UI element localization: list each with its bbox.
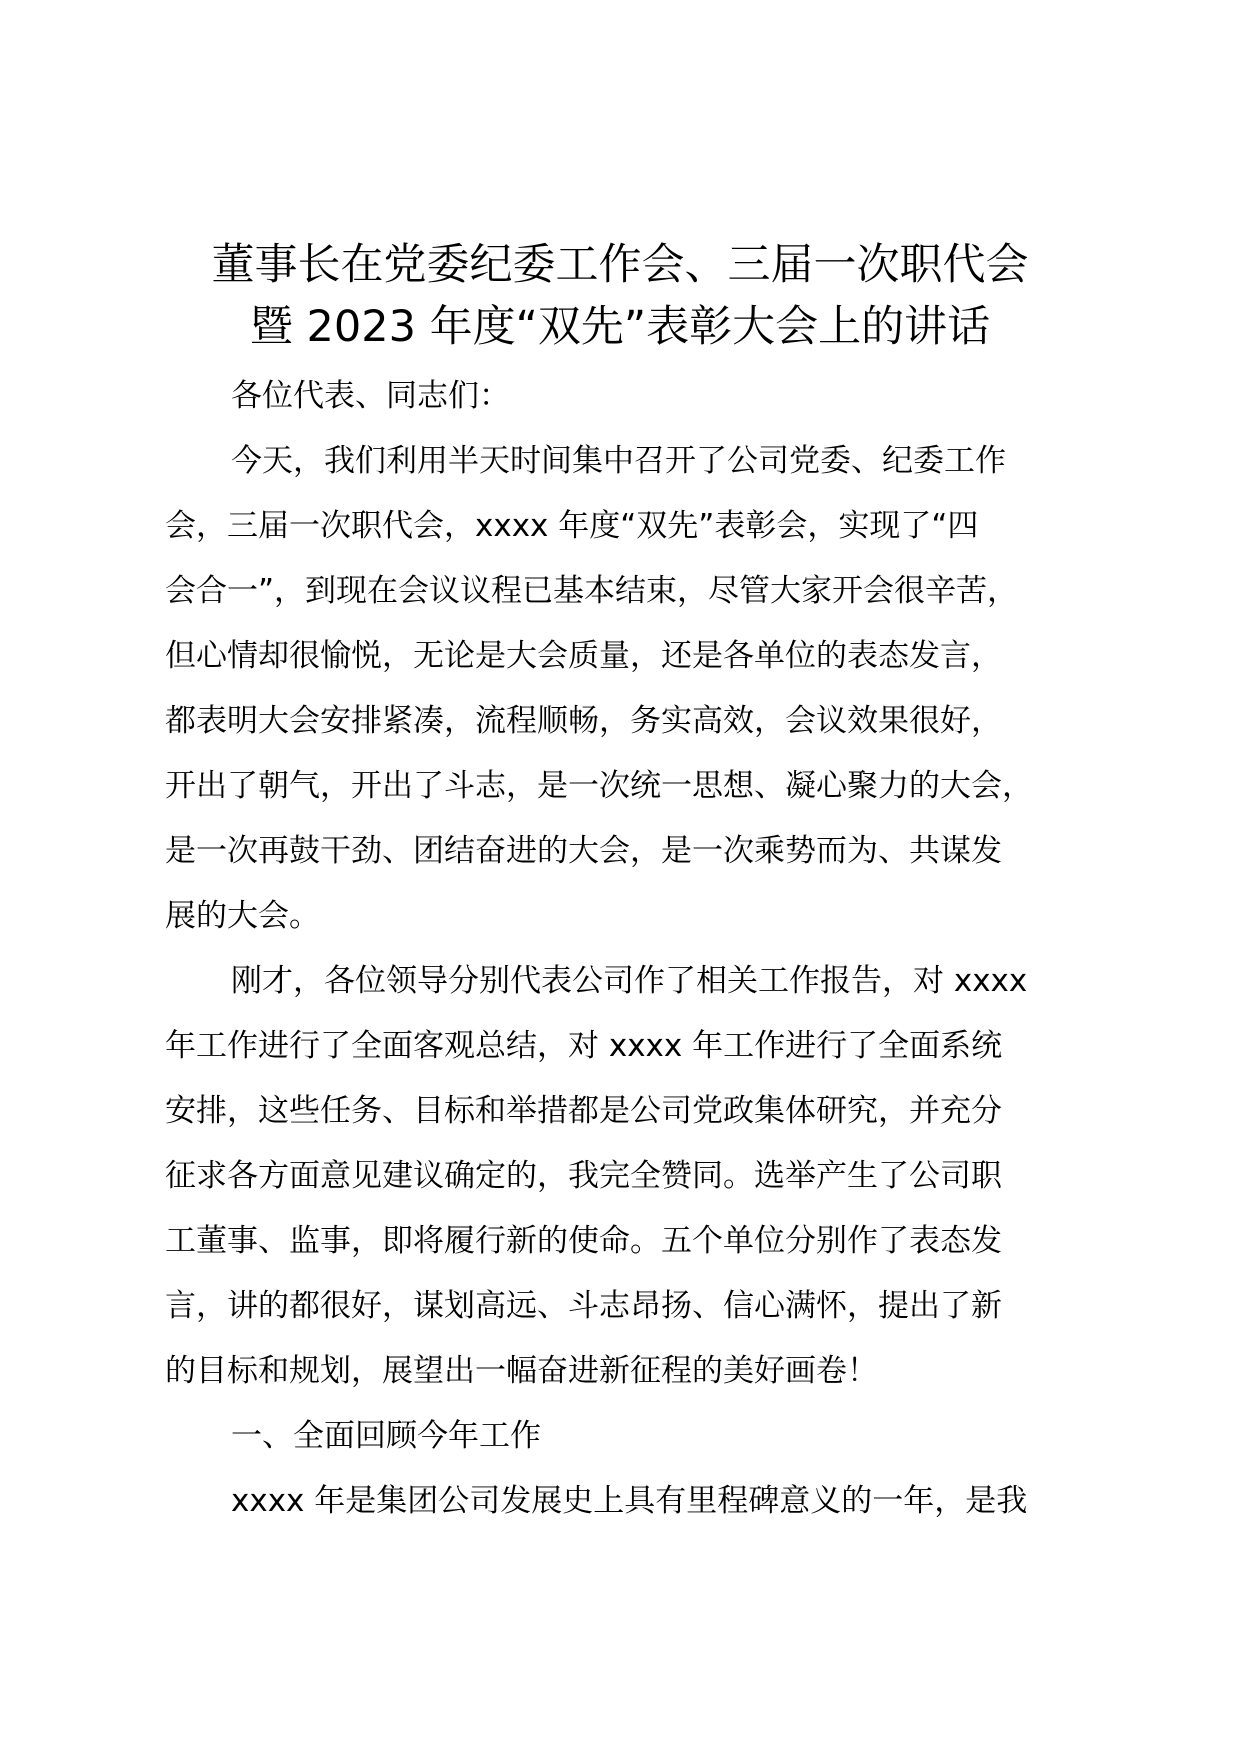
paragraph-line: 会，三届一次职代会，xxxx 年度“双先”表彰会，实现了“四	[165, 508, 979, 544]
paragraph-line: 工董事、监事，即将履行新的使命。五个单位分别作了表态发	[165, 1223, 1002, 1259]
document-title	[150, 234, 1090, 358]
title-line-2: 暨 2023 年度“双先”表彰大会上的讲话	[249, 302, 991, 352]
paragraph-line: 但心情却很愉悦，无论是大会质量，还是各单位的表态发言，	[165, 638, 1002, 674]
paragraph-line: xxxx 年是集团公司发展史上具有里程碑意义的一年，是我	[231, 1483, 1028, 1519]
section-heading: 一、全面回顾今年工作	[231, 1418, 541, 1454]
paragraph-line: 今天，我们利用半天时间集中召开了公司党委、纪委工作	[231, 443, 1006, 479]
paragraph-line: 刚才，各位领导分别代表公司作了相关工作报告，对 xxxx	[231, 963, 1028, 999]
paragraph-line: 征求各方面意见建议确定的，我完全赞同。选举产生了公司职	[165, 1158, 1002, 1194]
title-line-1: 董事长在党委纪委工作会、三届一次职代会	[211, 240, 1029, 290]
paragraph-line: 都表明大会安排紧凑，流程顺畅，务实高效，会议效果很好，	[165, 703, 1002, 739]
paragraph-line: 展的大会。	[165, 898, 320, 934]
salutation: 各位代表、同志们：	[231, 378, 510, 414]
paragraph-line: 会合一”，到现在会议议程已基本结束，尽管大家开会很辛苦，	[165, 573, 1019, 609]
paragraph-line: 的目标和规划，展望出一幅奋进新征程的美好画卷！	[165, 1353, 878, 1389]
paragraph-line: 年工作进行了全面客观总结，对 xxxx 年工作进行了全面系统	[165, 1028, 1003, 1064]
paragraph-line: 是一次再鼓干劲、团结奋进的大会，是一次乘势而为、共谋发	[165, 833, 1002, 869]
paragraph-line: 开出了朝气，开出了斗志，是一次统一思想、凝心聚力的大会，	[165, 768, 1033, 804]
paragraph-line: 安排，这些任务、目标和举措都是公司党政集体研究，并充分	[165, 1093, 1002, 1129]
paragraph-line: 言，讲的都很好，谋划高远、斗志昂扬、信心满怀，提出了新	[165, 1288, 1002, 1324]
